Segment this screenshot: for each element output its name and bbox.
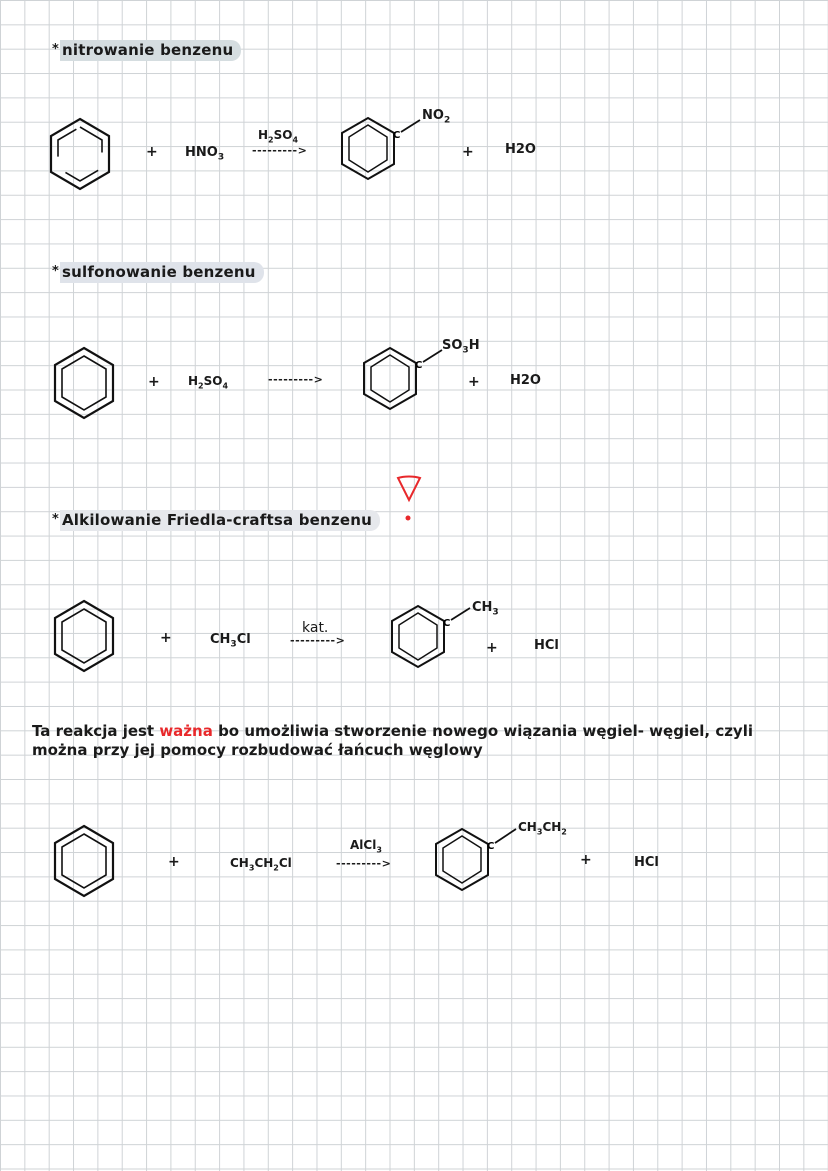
reagent-label: $CH_3CH_2Cl$ — [230, 856, 292, 873]
byproduct-label: HCl — [634, 855, 659, 870]
reagent-label: $HNO_3$ — [185, 145, 225, 163]
plus-sign: + — [462, 144, 474, 160]
bullet: * — [52, 512, 59, 527]
benzene-ring-icon — [50, 345, 118, 421]
plus-sign: + — [168, 854, 180, 870]
reagent-label: $CH_3Cl$ — [210, 632, 251, 650]
svg-text:C: C — [393, 130, 401, 141]
reaction-arrow: ---------> — [336, 857, 392, 870]
plus-sign: + — [160, 630, 172, 646]
catalyst-label: AlCl$_3$ — [350, 838, 382, 855]
byproduct-label: H2O — [505, 142, 536, 157]
note-emphasis: ważna — [159, 722, 213, 740]
note-part-1: Ta reakcja jest — [32, 722, 160, 740]
byproduct-label: H2O — [510, 373, 541, 388]
plus-sign: + — [146, 144, 158, 160]
svg-text:C: C — [443, 618, 451, 629]
heading-alkylation: Alkilowanie Friedla-craftsa benzenu — [60, 510, 380, 531]
benzene-ring-icon — [46, 116, 114, 192]
byproduct-label: HCl — [534, 638, 559, 653]
benzene-ring-icon — [50, 598, 118, 674]
product-group-label: $SO_3H$ — [442, 338, 480, 356]
product-group-label: $CH_3CH_2$ — [518, 820, 567, 837]
heading-sulfonation: sulfonowanie benzenu — [60, 262, 264, 283]
reaction-arrow: ---------> — [290, 634, 346, 647]
catalyst-label: $H_2SO_4$ — [258, 128, 299, 145]
benzene-ring-icon — [432, 823, 532, 899]
plus-sign: + — [468, 374, 480, 390]
plus-sign: + — [486, 640, 498, 656]
note-part-2: bo umożliwia stworzenie nowego wiązania węgiel- węgiel, czyli można przy jej pomocy rozbudować łańcuch węglowy — [32, 722, 753, 759]
exclamation-mark-icon — [394, 470, 424, 530]
reaction-arrow: ---------> — [252, 144, 308, 157]
svg-text:C: C — [487, 841, 495, 852]
bullet: * — [52, 42, 59, 57]
catalyst-label: kat. — [302, 620, 329, 636]
svg-text:C: C — [415, 360, 423, 371]
heading-nitration: nitrowanie benzenu — [60, 40, 241, 61]
product-group-label: $CH_3$ — [472, 600, 499, 618]
reagent-label: $H_2SO_4$ — [188, 374, 229, 391]
plus-sign: + — [148, 374, 160, 390]
benzene-ring-icon — [50, 823, 118, 899]
note-text — [32, 722, 792, 760]
product-group-label: $NO_2$ — [422, 108, 451, 126]
plus-sign: + — [580, 852, 592, 868]
reaction-arrow: ---------> — [268, 373, 324, 386]
bullet: * — [52, 264, 59, 279]
